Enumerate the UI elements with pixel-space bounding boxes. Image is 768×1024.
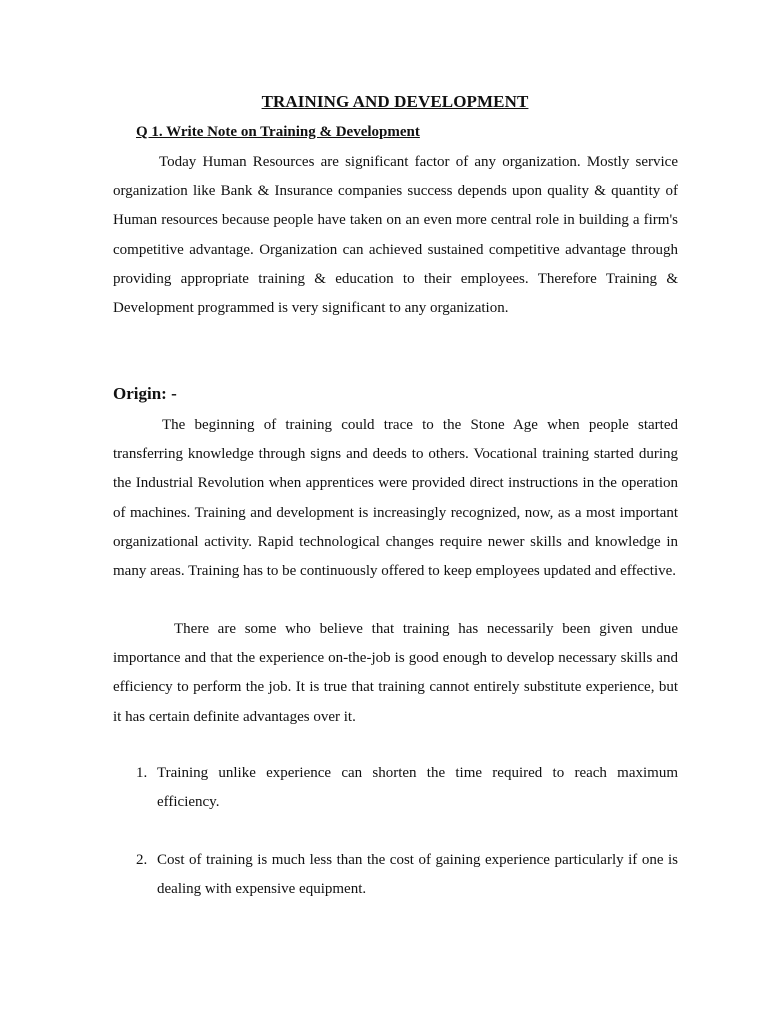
origin-heading: Origin: - bbox=[113, 384, 177, 403]
list-item-text: Training unlike experience can shorten the time required to reach maximum efficiency. bbox=[157, 765, 678, 811]
list-item bbox=[113, 846, 678, 904]
question-heading: Q 1. Write Note on Training & Development bbox=[136, 124, 420, 140]
list-item-text: Cost of training is much less than the cost of gaining experience particularly if one is dealing with expensive equipment. bbox=[157, 852, 678, 898]
list-item bbox=[113, 759, 678, 817]
list-item-number: 1. bbox=[136, 765, 148, 781]
origin-paragraph: There are some who believe that training has necessarily been given undue importance and that the experience on-the-job is good enough to develop necessary skills and efficiency to perform the job. It is true that training cannot entirely substitute experience, but it has certain definite advantages over it. bbox=[113, 621, 678, 725]
page-title: TRAINING AND DEVELOPMENT bbox=[261, 92, 529, 111]
origin-paragraph: The beginning of training could trace to the Stone Age when people started transferring knowledge through signs and deeds to others. Vocational training started during the Industrial Revolution when apprentices were provided direct instructions in the operation of machines. Training and development is increasingly recognized, now, as a most important organizational activity. Rapid technological changes require newer skills and knowledge in many areas. Training has to be continuously offered to keep employees updated and effective. bbox=[113, 417, 678, 580]
intro-paragraph: Today Human Resources are significant factor of any organization. Mostly service organization like Bank & Insurance companies success depends upon quality & quantity of Human resources because people have taken on an even more central role in building a firm's competitive advantage. Organization can achieved sustained competitive advantage through providing appropriate training & education to their employees. Therefore Training & Development programmed is very significant to any organization. bbox=[113, 154, 678, 317]
list-item-number: 2. bbox=[136, 852, 148, 868]
